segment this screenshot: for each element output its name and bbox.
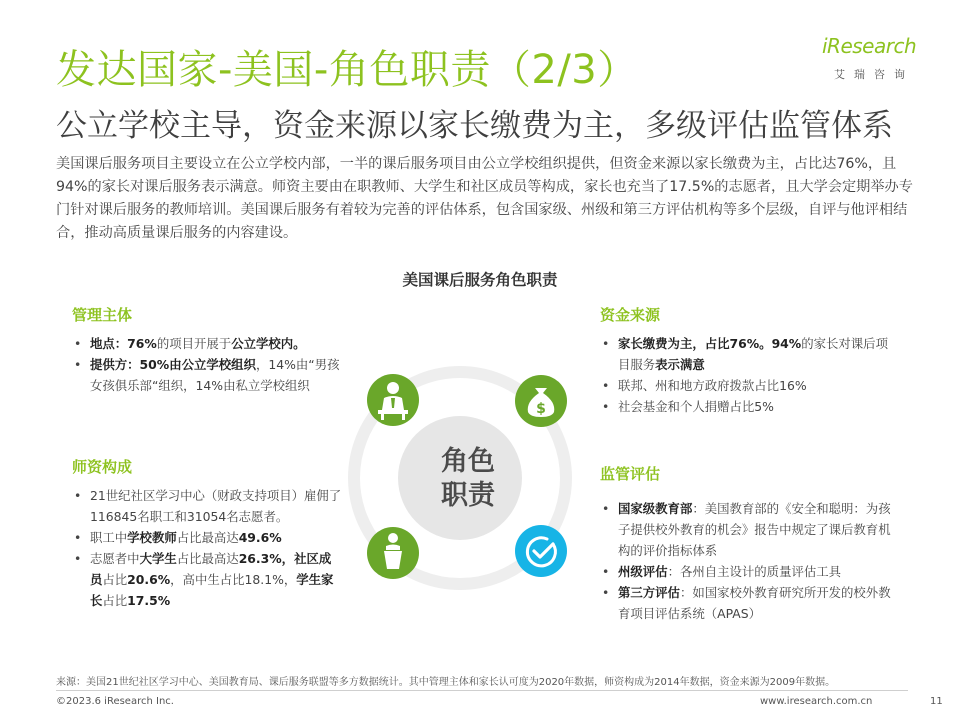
funding-list [600,333,900,417]
evaluation-title: 监管评估 [600,465,661,483]
bullet-item [600,561,900,582]
bullet-text-bold: 第三方评估 [618,585,680,600]
bullet-text: 联邦、州和地方政府拨款占比16% [618,378,807,393]
bullet-text: 志愿者中 [90,551,140,566]
iresearch-logo [822,34,928,84]
intro-paragraph: 美国课后服务项目主要设立在公立学校内部，一半的课后服务项目由公立学校组织提供，但资金来源以家长缴费为主，占比达76%，且94%的家长对课后服务表示满意。师资主要由在职教师、大学生和社区成员等构成，家长也充当了17.5%的志愿者，且大学会定期举办专门针对课后服务的教师培训。美国课后服务有着较为完善的评估体系，包含国家级、州级和第三方评估机构等多个层级，自评与他评相结合，推动高质量课后服务的内容建设。 [56,156,913,241]
bullet-text: ，14%由“男孩女孩俱乐部“组织，14%由私立学校组织 [90,357,340,393]
bullet-item [72,333,342,354]
logo-wordmark: iResearch [822,34,917,58]
bullet-text: 的项目开展于 [156,336,232,351]
bullet-item [72,527,342,548]
funding-title: 资金来源 [600,306,661,324]
money-bag-icon [515,375,567,427]
bullet-text-bold: 表示满意 [655,357,705,372]
bullet-text-bold: 州级评估 [618,564,668,579]
management-block [72,304,342,396]
bullet-text: 的家长对课后项目服务 [618,336,888,372]
checkmark-icon [515,525,567,577]
center-label-line2: 职责 [441,480,495,511]
bullet-text-bold: 学生家长 [90,572,334,608]
page-subtitle: 公立学校主导，资金来源以家长缴费为主，多级评估监管体系 [56,108,893,144]
bullet-item [600,375,900,396]
bullet-text-bold: 家长缴费为主，占比76%。94% [618,336,802,351]
bullet-text-bold: 学校教师 [127,530,177,545]
evaluation-block [600,463,900,624]
bullet-text: 21世纪社区学习中心（财政支持项目）雇佣了116845名职工和31054名志愿者。 [90,488,342,524]
evaluation-list [600,498,900,624]
bullet-item [72,485,342,527]
bullet-item [72,354,342,396]
center-circle [398,416,522,540]
bullet-text: ：各州自主设计的质量评估工具 [667,564,842,579]
copyright: ©2023.6 iResearch Inc. [56,696,174,707]
page-title: 发达国家-美国-角色职责（2/3） [56,47,638,93]
management-list [72,333,342,396]
bullet-text: 占比最高达 [176,530,239,545]
bullet-text: ：美国教育部的《安全和聪明：为孩子提供校外教育的机会》报告中规定了课后教育机构的评价指标体系 [618,501,891,558]
person-at-desk-icon [367,374,419,426]
bullet-item [600,333,900,375]
bullet-text: 职工中 [90,530,128,545]
source-footnote: 来源：美国21世纪社区学习中心、美国教育局、课后服务联盟等多方数据统计。其中管理主体和家长认可度为2020年数据，师资构成为2014年数据，资金来源为2009年数据。 [56,677,836,688]
bullet-item [600,396,900,417]
section-heading: 美国课后服务角色职责 [402,271,558,289]
bullet-text: ，高中生占比18.1%， [170,572,297,587]
bullet-item [72,548,342,611]
bullet-item [600,582,900,624]
page-number: 11 [930,696,943,707]
speaker-at-podium-icon [367,527,419,579]
teachers-block [72,456,342,611]
bullet-text-bold: 26.3%，社区成员 [90,551,332,587]
bullet-item [600,498,900,561]
bullet-text: 占比 [102,572,128,587]
bullet-text-bold: 公立学校内。 [231,336,306,351]
role-diagram [340,358,580,598]
bullet-text-bold: 20.6% [127,572,171,587]
teachers-title: 师资构成 [72,458,133,476]
bullet-text-bold: 大学生 [139,551,177,566]
footer-divider [56,690,908,691]
role-diagram-svg [340,358,580,598]
bullet-text: 占比最高达 [176,551,239,566]
bullet-text-bold: 49.6% [238,530,282,545]
bullet-text-bold: 提供方：50%由公立学校组织 [90,357,256,372]
svg-text:$: $ [536,401,546,417]
funding-block [600,304,900,417]
bullet-text-bold: 17.5% [127,593,171,608]
bullet-text: ：如国家校外教育研究所开发的校外教育项目评估系统（APAS） [618,585,891,621]
bullet-text-bold: 地点：76% [90,336,157,351]
website-url: www.iresearch.com.cn [760,696,873,707]
management-title: 管理主体 [72,306,133,324]
teachers-list [72,485,342,611]
bullet-text-bold: 国家级教育部 [618,501,693,516]
bullet-text: 社会基金和个人捐赠占比5% [618,399,774,414]
bullet-text: 占比 [102,593,128,608]
center-label-line1: 角色 [441,446,495,477]
logo-chinese-name: 艾瑞咨询 [834,68,914,81]
